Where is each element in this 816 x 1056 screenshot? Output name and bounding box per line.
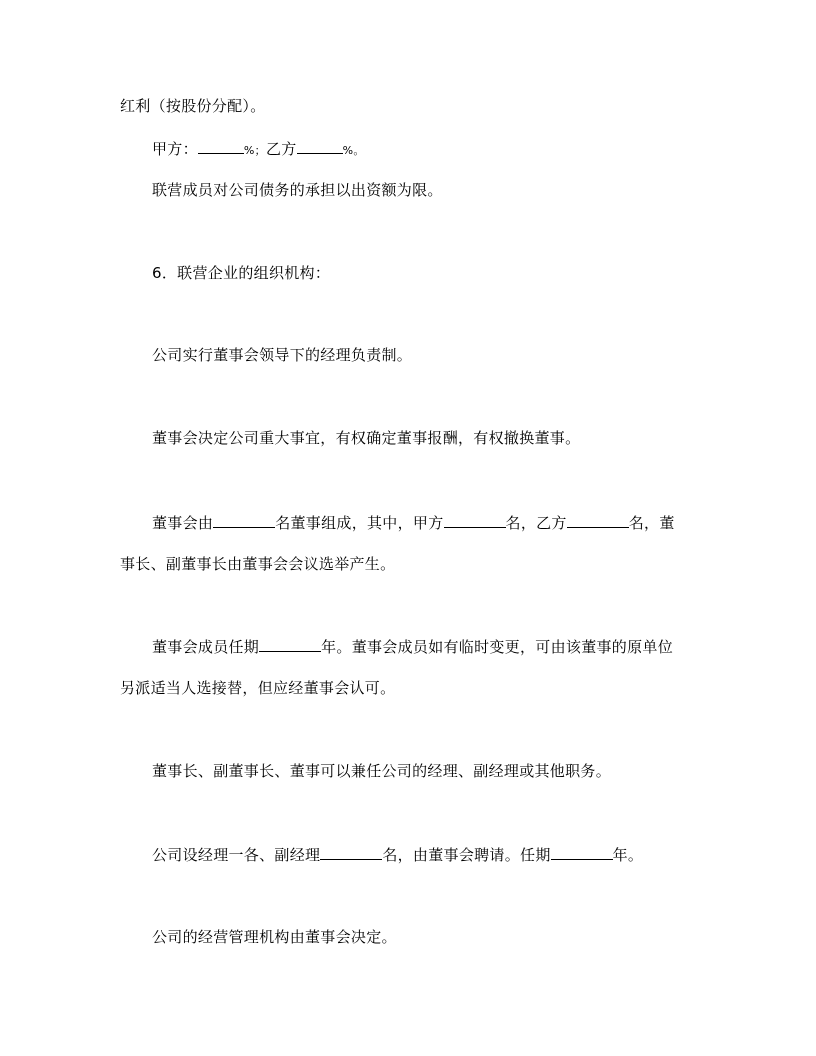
party-b-share-blank (297, 138, 343, 154)
managers-text-2: 名，由董事会聘请。任期 (382, 846, 551, 864)
managers-text-1: 公司设经理一各、副经理 (152, 846, 321, 864)
board-term-line-2: 另派适当人选接替，但应经董事会认可。 (120, 679, 396, 697)
dividend-text: 红利（按股份分配）。 (120, 97, 266, 115)
paragraph-dividend (120, 96, 266, 116)
party-b-directors-blank (567, 512, 629, 528)
paragraph-liability (152, 180, 443, 200)
liability-text: 联营成员对公司债务的承担以出资额为限。 (152, 181, 443, 199)
board-powers-text: 董事会决定公司重大事宜，有权确定董事报酬，有权撤换董事。 (152, 429, 581, 447)
board-composition-text-1: 董事会由 (152, 514, 214, 532)
paragraph-board-composition (152, 512, 675, 533)
board-composition-text-4: 名，董 (628, 514, 675, 532)
paragraph-share-ratio (152, 138, 365, 161)
management-bodies-text: 公司的经营管理机构由董事会决定。 (152, 928, 397, 946)
paragraph-board-term (152, 636, 673, 657)
party-a-label: 甲方： (152, 140, 198, 158)
section-heading-text: 6．联营企业的组织机构： (152, 264, 331, 282)
party-b-percent: %。 (342, 144, 365, 157)
managers-text-3: 年。 (612, 846, 644, 864)
party-b-label: 乙方 (265, 140, 297, 158)
paragraph-concurrent-posts (152, 761, 611, 781)
board-size-blank (213, 512, 275, 528)
paragraph-managers (152, 844, 643, 865)
board-term-blank (259, 636, 321, 652)
section-heading-organization (152, 263, 330, 283)
deputy-managers-blank (320, 844, 382, 860)
board-composition-text-2: 名董事组成，其中，甲方 (275, 514, 444, 532)
board-composition-line-2: 事长、副董事长由董事会会议选举产生。 (120, 555, 396, 573)
paragraph-management-bodies (152, 927, 397, 947)
party-a-share-blank (198, 138, 244, 154)
concurrent-posts-text: 董事长、副董事长、董事可以兼任公司的经理、副经理或其他职务。 (152, 762, 612, 780)
paragraph-board-composition-continued (120, 554, 395, 574)
paragraph-board-term-continued (120, 678, 395, 698)
paragraph-management-system (152, 345, 412, 365)
board-composition-text-3: 名，乙方 (505, 514, 567, 532)
board-term-text-2: 年。董事会成员如有临时变更，可由该董事的原单位 (321, 638, 674, 656)
board-term-text-1: 董事会成员任期 (152, 638, 260, 656)
party-a-directors-blank (444, 512, 506, 528)
manager-term-blank (551, 844, 613, 860)
party-a-percent: %； (243, 144, 266, 157)
management-system-text: 公司实行董事会领导下的经理负责制。 (152, 346, 413, 364)
paragraph-board-powers (152, 428, 580, 448)
